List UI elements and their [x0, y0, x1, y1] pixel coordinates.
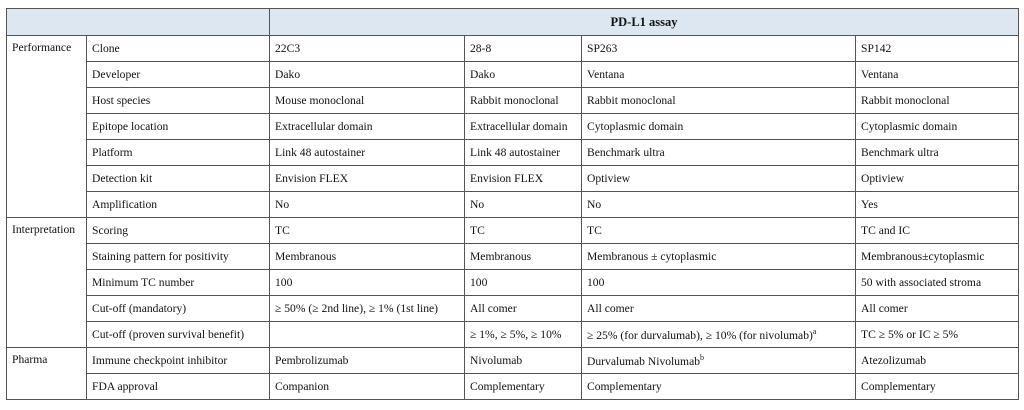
cell-text: SP263 — [587, 42, 618, 55]
cell-text: TC — [470, 224, 485, 237]
table-cell — [270, 218, 465, 244]
table-cell — [465, 374, 582, 400]
table-row — [7, 166, 1019, 192]
cell-text: No — [587, 198, 602, 211]
cell-text: 100 — [587, 276, 605, 289]
row-label: Developer — [87, 62, 270, 88]
cell-text: ≥ 25% (for durvalumab), ≥ 10% (for nivolumab) — [587, 329, 813, 342]
table-cell — [270, 270, 465, 296]
cell-text: All comer — [861, 302, 908, 315]
cell-text: ≥ 1%, ≥ 5%, ≥ 10% — [470, 328, 562, 341]
table-cell — [465, 244, 582, 270]
cell-text: All comer — [587, 302, 634, 315]
table-row — [7, 88, 1019, 114]
footnote-marker: b — [700, 353, 705, 362]
table-cell — [582, 270, 856, 296]
table-cell — [856, 322, 1019, 348]
table-cell — [856, 244, 1019, 270]
row-label: Immune checkpoint inhibitor — [87, 348, 270, 374]
table-cell — [270, 322, 465, 348]
table-cell — [465, 218, 582, 244]
table-cell — [270, 348, 465, 374]
table-cell — [465, 166, 582, 192]
header-row — [7, 9, 1019, 36]
table-cell — [270, 192, 465, 218]
cell-text: Cytoplasmic domain — [587, 120, 684, 133]
table-cell — [465, 270, 582, 296]
cell-text: Complementary — [861, 380, 936, 393]
cell-text: Membranous — [470, 250, 532, 263]
row-label: FDA approval — [87, 374, 270, 400]
cell-text: 22C3 — [275, 42, 301, 55]
cell-text: Membranous — [275, 250, 337, 263]
table-cell — [582, 348, 856, 374]
table-cell — [856, 140, 1019, 166]
table-row — [7, 296, 1019, 322]
cell-text: All comer — [470, 302, 517, 315]
cell-text: 28-8 — [470, 42, 492, 55]
cell-text: Ventana — [861, 68, 899, 81]
cell-text: Yes — [861, 198, 878, 211]
table-cell — [270, 114, 465, 140]
cell-text: Pembrolizumab — [275, 354, 349, 367]
table-row — [7, 270, 1019, 296]
cell-text: TC and IC — [861, 224, 910, 237]
cell-text: Rabbit monoclonal — [861, 94, 950, 107]
cell-text: Rabbit monoclonal — [587, 94, 676, 107]
table-row — [7, 114, 1019, 140]
cell-text: Benchmark ultra — [587, 146, 665, 159]
table-cell — [856, 192, 1019, 218]
table-cell — [856, 88, 1019, 114]
table-row — [7, 62, 1019, 88]
cell-text: Cytoplasmic domain — [861, 120, 958, 133]
cell-text: No — [470, 198, 485, 211]
table-cell — [856, 374, 1019, 400]
row-label: Detection kit — [87, 166, 270, 192]
cell-text: Companion — [275, 380, 330, 393]
table-row — [7, 218, 1019, 244]
table-cell — [582, 140, 856, 166]
cell-text: ≥ 50% (≥ 2nd line), ≥ 1% (1st line) — [275, 302, 439, 315]
cell-text: Atezolizumab — [861, 354, 927, 367]
table-cell — [465, 192, 582, 218]
table-cell — [465, 62, 582, 88]
cell-text: TC — [587, 224, 602, 237]
table-cell — [465, 322, 582, 348]
cell-text: TC ≥ 5% or IC ≥ 5% — [861, 328, 959, 341]
table-row — [7, 244, 1019, 270]
cell-text: Ventana — [587, 68, 625, 81]
cell-text: Link 48 autostainer — [275, 146, 366, 159]
cell-text: Benchmark ultra — [861, 146, 939, 159]
cell-text: Rabbit monoclonal — [470, 94, 559, 107]
cell-text: Dako — [470, 68, 496, 81]
table-cell — [270, 36, 465, 62]
table-cell — [856, 36, 1019, 62]
cell-text: Mouse monoclonal — [275, 94, 365, 107]
table-cell — [582, 114, 856, 140]
table-cell — [270, 244, 465, 270]
table-cell — [465, 88, 582, 114]
cell-text: Dako — [275, 68, 301, 81]
row-label: Cut-off (mandatory) — [87, 296, 270, 322]
table-cell — [465, 296, 582, 322]
row-label: Epitope location — [87, 114, 270, 140]
cell-text: No — [275, 198, 290, 211]
table-body — [7, 9, 1019, 400]
table-cell — [270, 62, 465, 88]
table-cell — [582, 36, 856, 62]
table-cell — [856, 348, 1019, 374]
table-cell — [270, 296, 465, 322]
cell-text: Durvalumab Nivolumab — [587, 355, 701, 368]
cell-text: Envision FLEX — [470, 172, 544, 185]
header-blank-cell — [7, 9, 270, 36]
footnote-marker: a — [812, 327, 817, 336]
table-cell — [856, 62, 1019, 88]
table-cell — [582, 244, 856, 270]
table-row — [7, 348, 1019, 374]
row-label: Staining pattern for positivity — [87, 244, 270, 270]
table-cell — [856, 296, 1019, 322]
row-label: Host species — [87, 88, 270, 114]
pd-l1-assay-table — [6, 8, 1019, 400]
table-cell — [465, 140, 582, 166]
cell-text: Membranous ± cytoplasmic — [587, 250, 717, 263]
table-row — [7, 374, 1019, 400]
cell-text: SP142 — [861, 42, 892, 55]
cell-text: Extracellular domain — [470, 120, 568, 133]
cell-text: Membranous±cytoplasmic — [861, 250, 985, 263]
group-label: Interpretation — [7, 218, 87, 348]
row-label: Minimum TC number — [87, 270, 270, 296]
group-label: Performance — [7, 36, 87, 218]
cell-text: Optiview — [861, 172, 905, 185]
cell-text: TC — [275, 224, 290, 237]
row-label: Platform — [87, 140, 270, 166]
table-cell — [856, 166, 1019, 192]
row-label: Cut-off (proven survival benefit) — [87, 322, 270, 348]
cell-text: Complementary — [587, 380, 662, 393]
table-cell — [582, 322, 856, 348]
row-label: Clone — [87, 36, 270, 62]
table-cell — [856, 114, 1019, 140]
cell-text: Optiview — [587, 172, 631, 185]
table-cell — [582, 62, 856, 88]
cell-text: Complementary — [470, 380, 545, 393]
table-title: PD-L1 assay — [270, 9, 1019, 36]
row-label: Amplification — [87, 192, 270, 218]
table-cell — [465, 114, 582, 140]
table-row — [7, 192, 1019, 218]
table-cell — [270, 374, 465, 400]
table-cell — [582, 166, 856, 192]
table-cell — [270, 140, 465, 166]
cell-text: Envision FLEX — [275, 172, 349, 185]
table-cell — [582, 88, 856, 114]
cell-text: 50 with associated stroma — [861, 276, 982, 289]
table-row — [7, 36, 1019, 62]
table-cell — [856, 270, 1019, 296]
table-cell — [465, 348, 582, 374]
table-cell — [465, 36, 582, 62]
cell-text: Nivolumab — [470, 354, 523, 367]
table-cell — [582, 192, 856, 218]
cell-text: Extracellular domain — [275, 120, 373, 133]
table-cell — [582, 296, 856, 322]
table-row — [7, 322, 1019, 348]
table-cell — [582, 374, 856, 400]
table-cell — [270, 166, 465, 192]
group-label: Pharma — [7, 348, 87, 400]
cell-text: Link 48 autostainer — [470, 146, 561, 159]
table-row — [7, 140, 1019, 166]
cell-text: 100 — [470, 276, 488, 289]
row-label: Scoring — [87, 218, 270, 244]
cell-text: 100 — [275, 276, 293, 289]
table-cell — [270, 88, 465, 114]
table-cell — [582, 218, 856, 244]
table-cell — [856, 218, 1019, 244]
